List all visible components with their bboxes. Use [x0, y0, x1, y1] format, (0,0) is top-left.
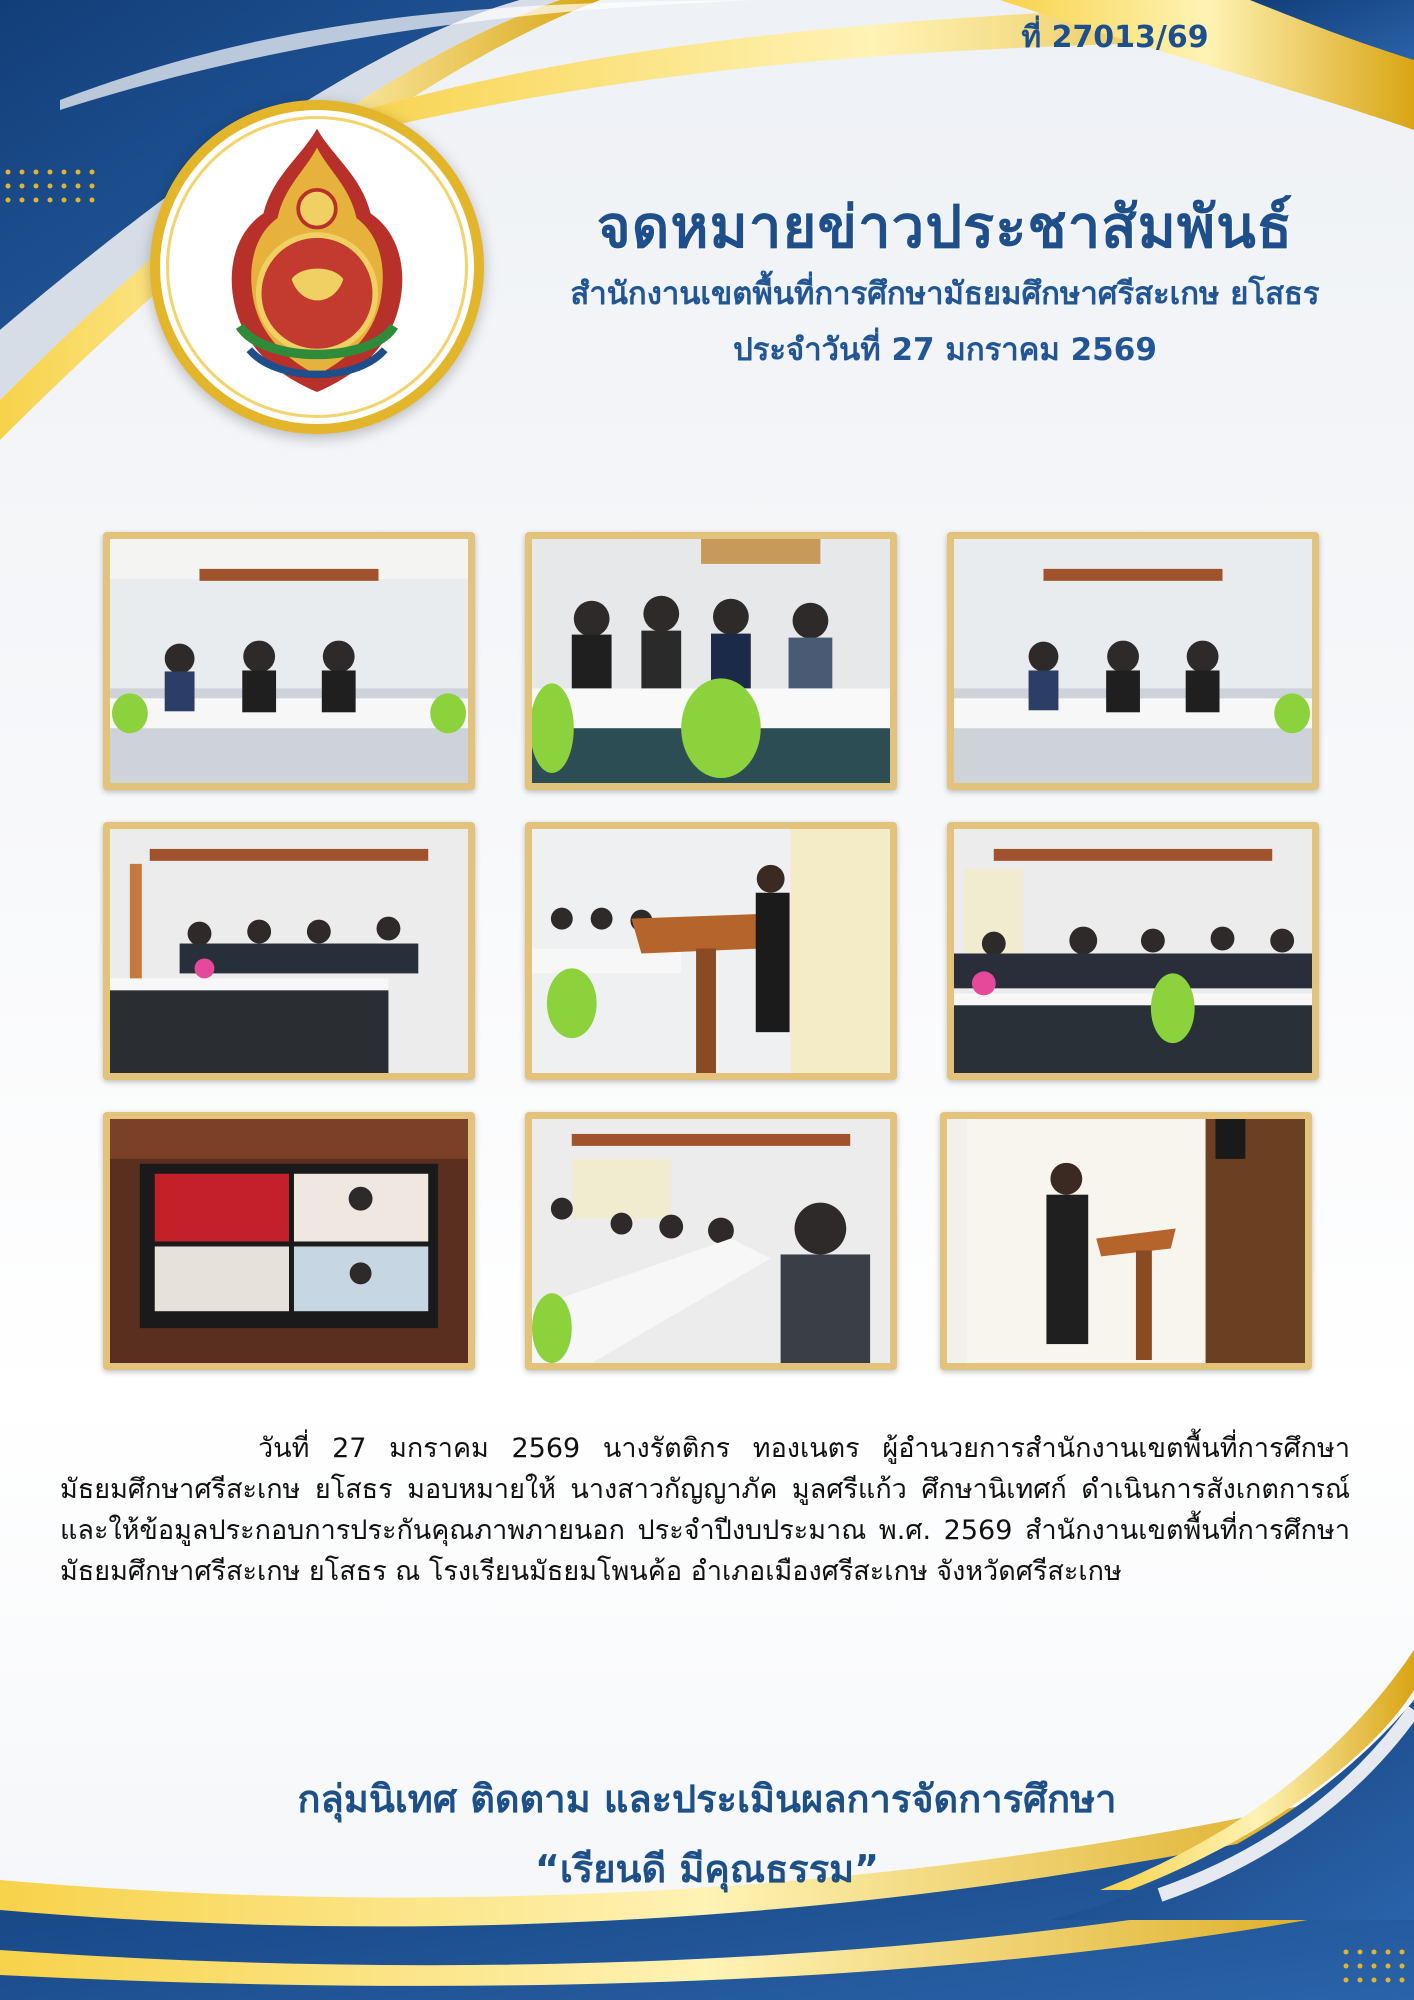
photo-meeting-room-attendees-4 [525, 1112, 897, 1370]
photo-meeting-room-attendees-front [525, 532, 897, 790]
photo-video-conference-screen [103, 1112, 475, 1370]
organization-seal-logo [150, 100, 484, 434]
photo-meeting-room-attendees-1 [103, 532, 475, 790]
photo-speaker-at-podium-2 [940, 1112, 1312, 1370]
photo-speaker-at-podium [525, 822, 897, 1080]
document-number: ที่ 27013/69 [1021, 20, 1209, 55]
photo-meeting-room-wide [103, 822, 475, 1080]
department-name: กลุ่มนิเทศ ติดตาม และประเมินผลการจัดการศึกษา [297, 1777, 1117, 1821]
photo-meeting-room-attendees-2 [947, 532, 1319, 790]
motto: “เรียนดี มีคุณธรรม” [534, 1847, 880, 1891]
newsletter-title: จดหมายข่าวประชาสัมพันธ์ [596, 193, 1294, 261]
news-body-text: วันที่ 27 มกราคม 2569 นางรัตติกร ทองเนตร ผู้อำนวยการสำนักงานเขตพื้นที่การศึกษามัธยมศึกษาศรีสะเกษ ยโสธร มอบหมายให้ นางสาวกัญญาภัค มูลศรีแก้ว ศึกษานิเทศก์ ดำเนินการสังเกตการณ์และให้ข้อมูลประกอบการประกันคุณภาพภายนอก ประจำปีงบประมาณ พ.ศ. 2569 สำนักงานเขตพื้นที่การศึกษามัธยมศึกษาศรีสะเกษ ยโสธร ณ โรงเรียนมัธยมโพนค้อ อำเภอเมืองศรีสะเกษ จังหวัดศรีสะเกษ [60, 1433, 1350, 1587]
photo-meeting-room-attendees-3 [947, 822, 1319, 1080]
office-name: สำนักงานเขตพื้นที่การศึกษามัธยมศึกษาศรีสะเกษ ยโสธร [570, 276, 1320, 312]
issue-date: ประจำวันที่ 27 มกราคม 2569 [733, 332, 1157, 368]
